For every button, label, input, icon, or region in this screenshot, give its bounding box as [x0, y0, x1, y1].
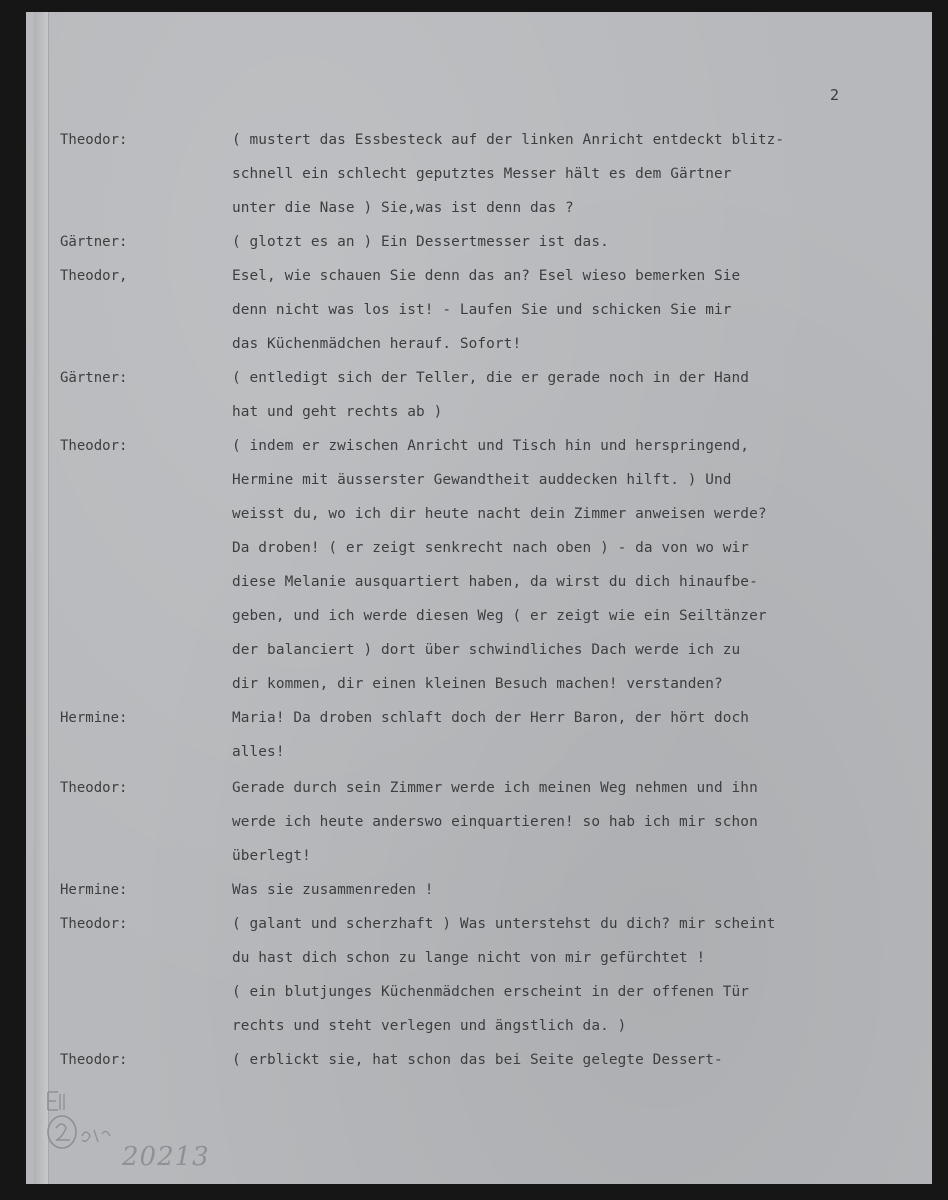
dialogue-text: du hast dich schon zu lange nicht von mir gefürchtet !	[232, 950, 706, 966]
dialogue-text: hat und geht rechts ab )	[232, 404, 443, 420]
speaker-name: Gärtner:	[60, 234, 128, 250]
dialogue-text: schnell ein schlecht geputztes Messer hält es dem Gärtner	[232, 166, 732, 182]
dialogue-text: ( mustert das Essbesteck auf der linken Anricht entdeckt blitz-	[232, 132, 785, 148]
dialogue-text: ( indem er zwischen Anricht und Tisch hin und herspringend,	[232, 438, 750, 454]
dialogue-text: werde ich heute anderswo einquartieren! so hab ich mir schon	[232, 814, 758, 830]
speaker-name: Theodor:	[60, 916, 128, 932]
dialogue-text: alles!	[232, 744, 285, 760]
typescript-page	[26, 12, 932, 1184]
dialogue-text: ( entledigt sich der Teller, die er gerade noch in der Hand	[232, 370, 750, 386]
dialogue-text: weisst du, wo ich dir heute nacht dein Zimmer anweisen werde?	[232, 506, 767, 522]
dialogue-text: das Küchenmädchen herauf. Sofort!	[232, 336, 522, 352]
speaker-name: Gärtner:	[60, 370, 128, 386]
speaker-name: Theodor:	[60, 132, 128, 148]
archive-number: 20213	[122, 1142, 210, 1172]
dialogue-text: unter die Nase ) Sie,was ist denn das ?	[232, 200, 574, 216]
dialogue-text: diese Melanie ausquartiert haben, da wirst du dich hinaufbe-	[232, 574, 758, 590]
page-number: 2	[830, 86, 840, 104]
dialogue-text: geben, und ich werde diesen Weg ( er zeigt wie ein Seiltänzer	[232, 608, 767, 624]
dialogue-text: Gerade durch sein Zimmer werde ich meinen Weg nehmen und ihn	[232, 780, 758, 796]
speaker-name: Hermine:	[60, 882, 128, 898]
speaker-name: Theodor:	[60, 438, 128, 454]
dialogue-text: ( ein blutjunges Küchenmädchen erscheint in der offenen Tür	[232, 984, 750, 1000]
dialogue-text: überlegt!	[232, 848, 311, 864]
dialogue-text: ( galant und scherzhaft ) Was unterstehst du dich? mir scheint	[232, 916, 776, 932]
dialogue-text: Was sie zusammenreden !	[232, 882, 434, 898]
dialogue-text: Hermine mit äusserster Gewandtheit auddecken hilft. ) Und	[232, 472, 732, 488]
dialogue-text: der balanciert ) dort über schwindliches Dach werde ich zu	[232, 642, 741, 658]
speaker-name: Hermine:	[60, 710, 128, 726]
dialogue-text: ( glotzt es an ) Ein Dessertmesser ist das.	[232, 234, 609, 250]
speaker-name: Theodor:	[60, 1052, 128, 1068]
dialogue-text: Esel, wie schauen Sie denn das an? Esel wieso bemerken Sie	[232, 268, 741, 284]
speaker-name: Theodor:	[60, 780, 128, 796]
paper-fold-edge	[34, 12, 49, 1184]
dialogue-text: denn nicht was los ist! - Laufen Sie und schicken Sie mir	[232, 302, 732, 318]
dialogue-text: Maria! Da droben schlaft doch der Herr Baron, der hört doch	[232, 710, 750, 726]
dialogue-text: rechts und steht verlegen und ängstlich da. )	[232, 1018, 627, 1034]
dialogue-text: ( erblickt sie, hat schon das bei Seite gelegte Dessert-	[232, 1052, 723, 1068]
dialogue-text: Da droben! ( er zeigt senkrecht nach oben ) - da von wo wir	[232, 540, 750, 556]
dialogue-text: dir kommen, dir einen kleinen Besuch machen! verstanden?	[232, 676, 723, 692]
speaker-name: Theodor,	[60, 268, 128, 284]
